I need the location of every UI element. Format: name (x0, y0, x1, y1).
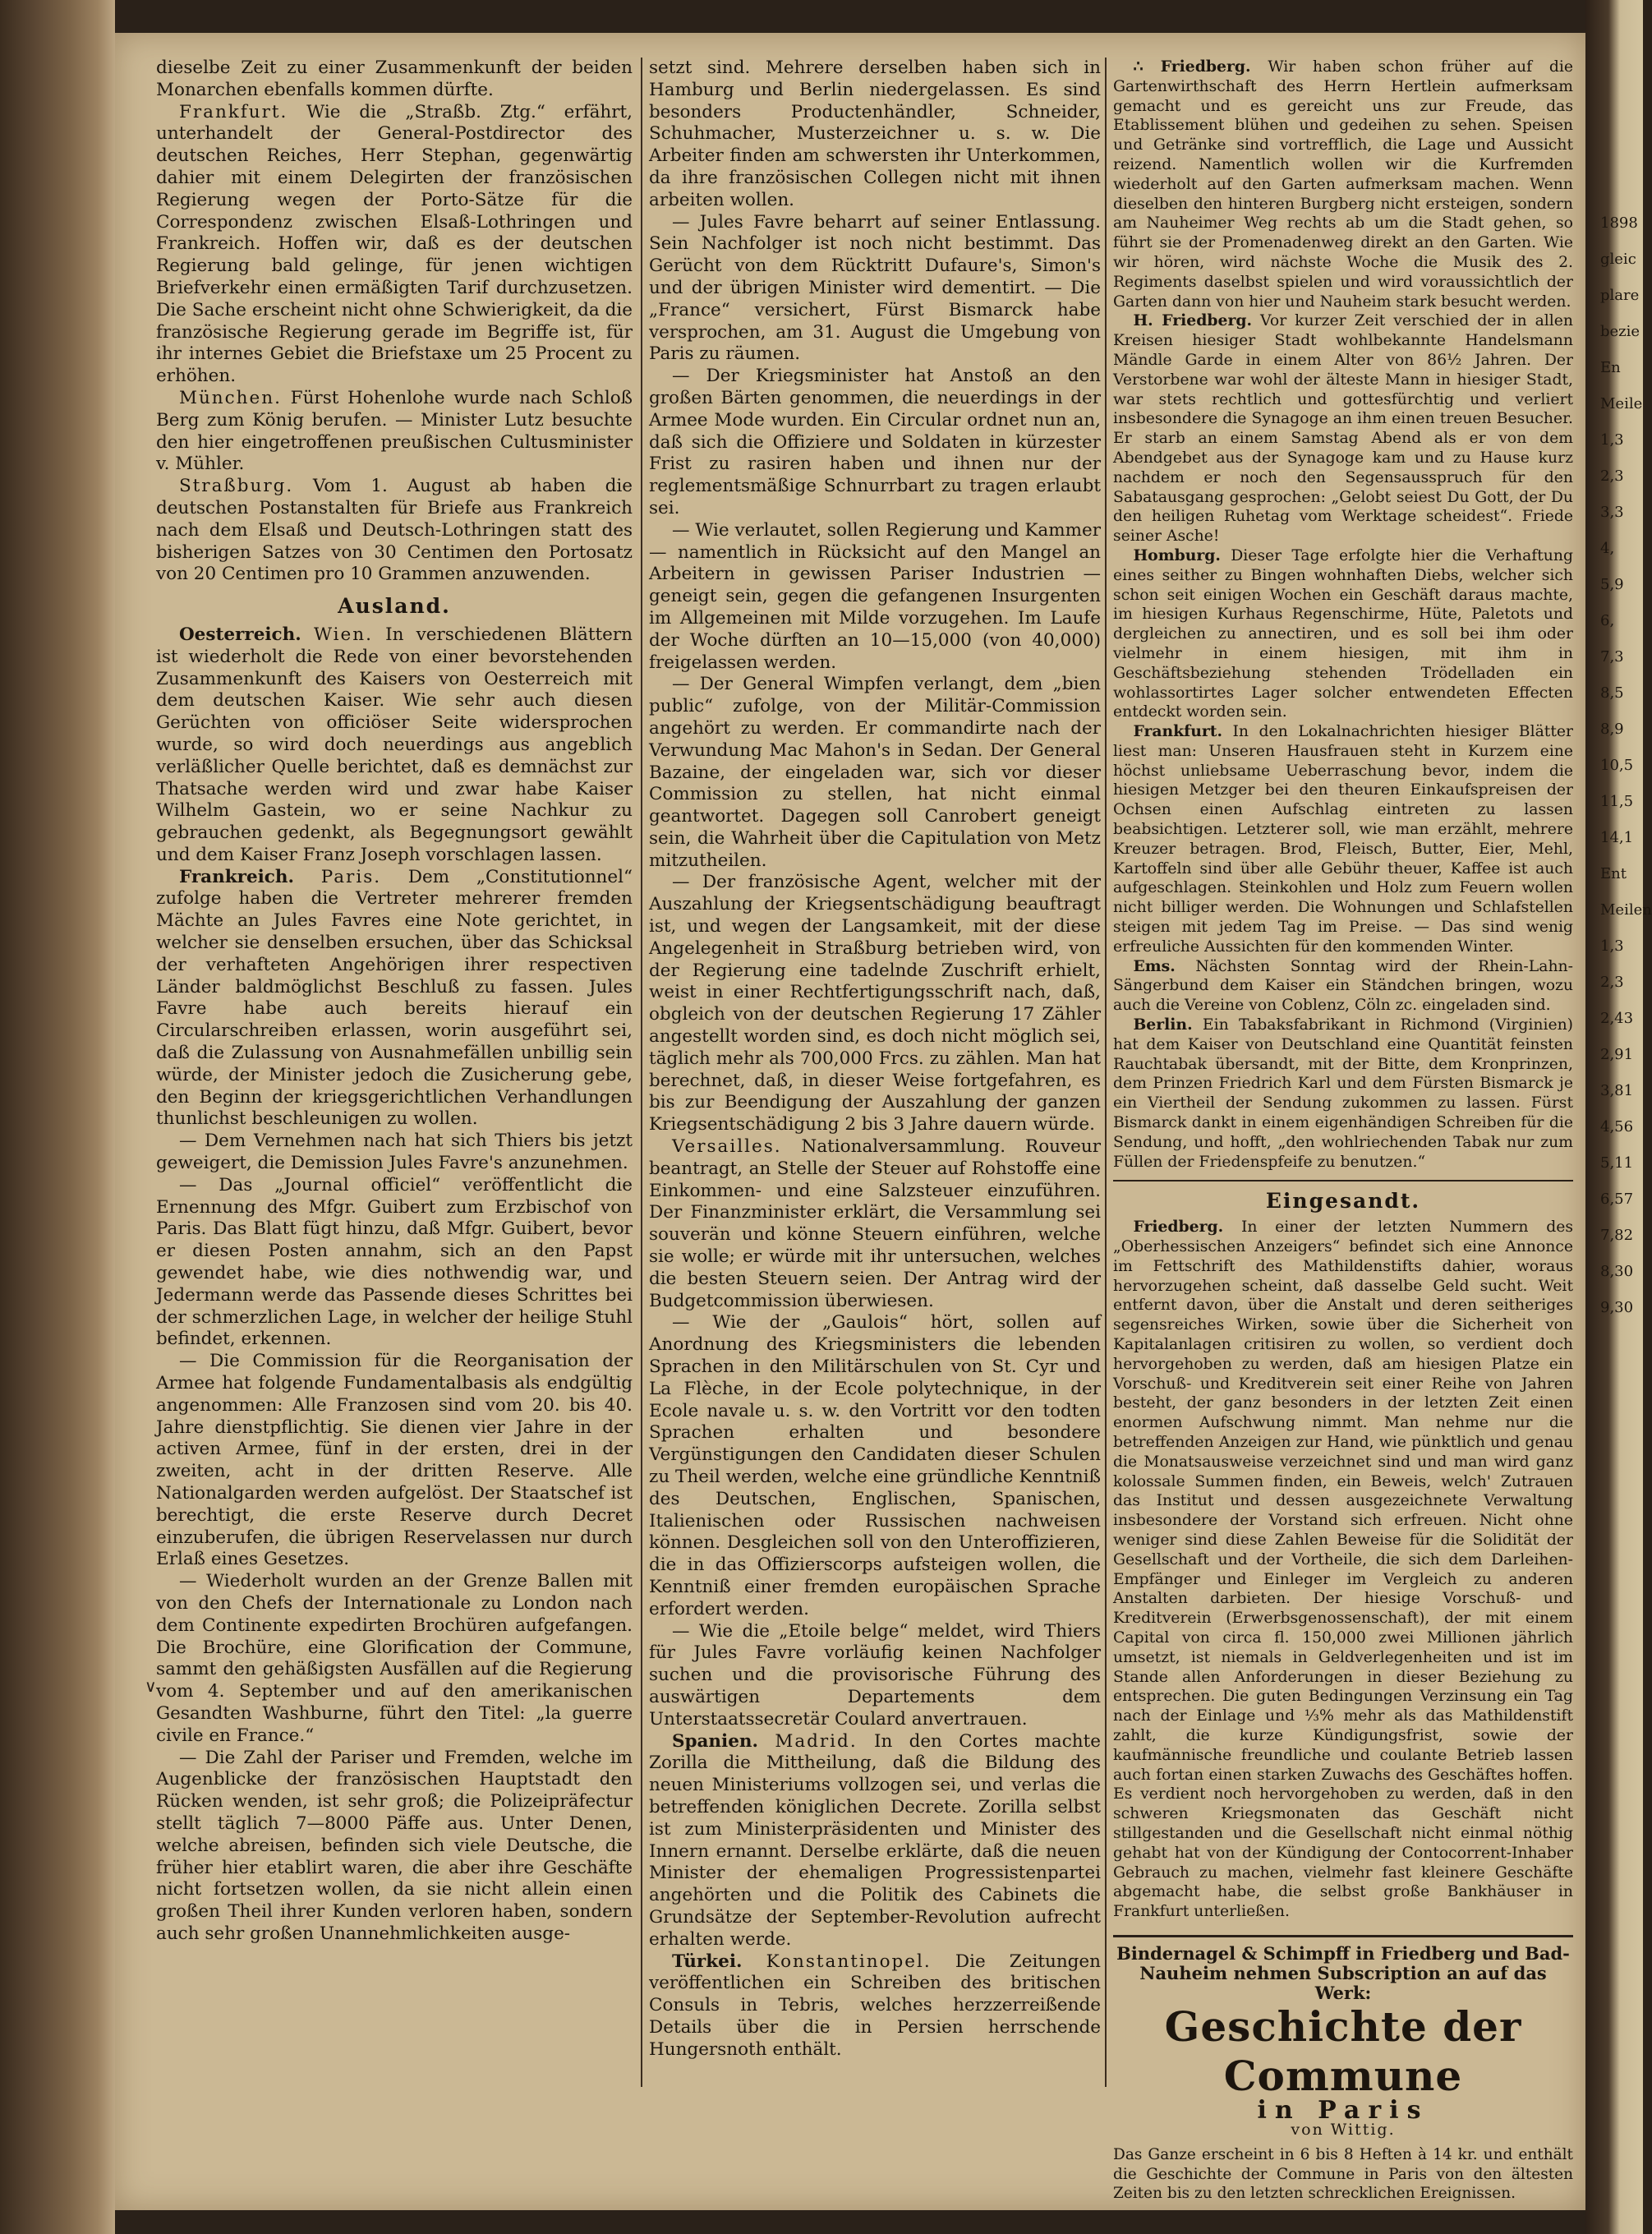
margin-fragment: 5,11 (1600, 1154, 1634, 1172)
advertisement (1113, 1935, 1573, 2204)
paragraph (156, 476, 633, 586)
paragraph (1113, 546, 1573, 722)
paragraph: — Das „Journal officiel“ veröffentlicht die Ernennung des Mfgr. Guibert zum Erzbischof von Paris. Das Blatt fügt hinzu, daß Mfgr. Guibert, bevor er diesen Posten annahm, sich an den Papst gewendet habe, wie dies nothwendig war, und Jedermann werde das Passende dieses Schrittes bei der schmerzlichen Lage, in welcher der heilige Stuhl befindet, erkennen. (156, 1174, 633, 1350)
ad-publisher-line: Bindernagel & Schimpff in Friedberg und Bad-Nauheim nehmen Subscription an auf das Werk: (1116, 1942, 1570, 2003)
margin-fragment: 8,30 (1600, 1263, 1634, 1280)
paragraph (649, 1136, 1101, 1312)
paragraph (649, 1731, 1101, 1951)
section-heading: Eingesandt. (1265, 1189, 1421, 1214)
margin-fragment: plare (1600, 287, 1640, 304)
paragraph: dieselbe Zeit zu einer Zusammenkunft der beiden Monarchen ebenfalls kommen dürfte. (156, 58, 633, 100)
margin-fragment: Ent (1600, 865, 1627, 882)
margin-fragment: 9,30 (1600, 1299, 1634, 1316)
paragraph: — Wie die „Etoile belge“ meldet, wird Thiers für Jules Favre vorläufig keinen Nachfolger suchen und die provisorische Führung des auswärtigen Departements dem Unterstaatssecretär Coulard anvertrauen. (649, 1620, 1101, 1730)
dateline: Madrid. (775, 1730, 858, 1752)
margin-fragment: 3,3 (1600, 504, 1624, 521)
paragraph (1113, 1218, 1573, 1922)
paragraph-text: Wir haben schon früher auf die Gartenwirthschaft des Herrn Hertlein aufmerksam gemacht und es gereicht uns zur Freude, das Etablissement blühen und gedeihen zu sehen. Speisen und Getränke sind vortrefflich, die Lage und Aussicht reizend. Namentlich wollen wir die Kurfremden wiederholt auf den Garten aufmerksam machen. Wenn dieselben den hinteren Burgberg nicht ersteigen, sondern am Nauheimer Weg rechts ab um die Stadt gehen, so führt sie der Promenadenweg direkt an den Garten. Wie wir hören, wird nächste Woche die Musik des 2. Regiments daselbst spielen und wird voraussichtlich der Garten dann von hier und Nauheim stark besucht werden. (1113, 58, 1574, 311)
margin-fragment: 4, (1600, 540, 1615, 557)
dateline: Friedberg. (1133, 1218, 1224, 1237)
paragraph: — Wie verlautet, sollen Regierung und Kammer — namentlich in Rücksicht auf den Mangel an Arbeitern in gewissen Pariser Industrien — geneigt sein, gegen die gefangenen Insurgenten im Allgemeinen mit Milde vorzugehen. Im Laufe der Woche dürften an 10—15,000 (von 40,000) freigelassen werden. (649, 519, 1101, 673)
dateline: Wien. (313, 624, 373, 645)
margin-fragment: 2,91 (1600, 1046, 1634, 1063)
dateline: München. (178, 387, 282, 408)
paragraph-text: Dieser Tage erfolgte hier die Verhaftung eines seither zu Bingen wohnhaften Diebs, welcher sich schon seit einigen Wochen ein Geschäft daraus machte, im hiesigen Kurhaus Regenschirme, Hüte, Paletots und dergleichen zu annectiren, und es soll bei ihm oder vielmehr in einem hiesigen, mit ihm in Geschäftsbeziehung stehenden Trödelladen ein wohlassortirtes Lager solcher entwendeten Effecten entdeckt worden sein. (1113, 546, 1573, 721)
paragraph (156, 388, 633, 476)
column-3 (1113, 58, 1573, 2204)
dateline: Ems. (1133, 956, 1176, 975)
paragraph (156, 624, 633, 867)
paragraph: — Wiederholt wurden an der Grenze Ballen mit von den Chefs der Internationale zu London nach dem Continente expedirten Brochüren aufgefangen. Die Brochüre, eine Glorification der Commune, sammt den gehäßigsten Ausfällen auf die Regierung vom 4. September und auf den amerikanischen Gesandten Washburne, führt den Titel: „la guerre civile en France.“ (156, 1571, 633, 1746)
paragraph-text: In einer der letzten Nummern des „Oberhessischen Anzeigers“ befindet sich eine Annonce im Fettschrift des Mathildenstifts dahier, woraus hervorzugehen scheint, daß dasselbe Geld sucht. Weit entfernt davon, über die Anstalt und deren seitheriges segensreiches Wirken, sowie über die Sicherheit von Kapitalanlagen critisiren zu wollen, so verdient doch hervorgehoben zu werden, daß am hiesigen Platze ein Vorschuß- und Kreditverein seit einer Reihe von Jahren besteht, der ganz besonders in der letzten Zeit einen enormen Aufschwung nimmt. Man nehme nur die betreffenden Anzeigen zur Hand, wie pünktlich und genau die Monatsausweise verzeichnet sind und man wird ganz kolossale Summen finden, ein Beweis, welch' Zutrauen das Institut und dessen ausgezeichnete Verwaltung insbesondere der Vorstand sich erfreuen. Nicht ohne weniger sind diese Zahlen Beweise für die Solidität der Gesellschaft und der Vortheile, die sich dem Darleihen-Empfänger und Einleger im Vergleich zu anderen Anstalten darbieten. Der hiesige Vorschuß- und Kreditverein (Erwerbsgenossenschaft), der mit einem Capital von circa fl. 150,000 zwei Millionen jährlich umsetzt, ist niemals in Geldverlegenheiten und ist im Stande allen Anforderungen in dieser Beziehung zu entsprechen. Die guten Bedingungen Verzinsung ein Tag nach der Einlage und ⅓% mehr als das Mathildenstift zahlt, die kurze Kündigungsfrist, sowie der kaufmännische freundliche und coulante Betrieb lassen auch fortan einen starken Zuwachs des Geschäftes hoffen. Es verdient noch hervorgehoben zu werden, daß in den schweren Kriegsmonaten das Geschäft nicht stillgestanden und die Gesellschaft nicht einmal nöthig gehabt hat von der Kündigung der Contocorrent-Inhaber Gebrauch zu machen, vielmehr fast kleinere Geschäfte abgemacht habe, die selbst große Bankhäuser in Frankfurt unterließen. (1113, 1218, 1573, 1921)
margin-fragment: 10,5 (1600, 757, 1634, 774)
paragraph-text: Ein Tabaksfabrikant in Richmond (Virginien) hat dem Kaiser von Deutschland eine Quantität feinsten Rauchtabak übersandt, mit der Bitte, dem Kronprinzen, dem Prinzen Friedrich Karl und dem Fürsten Bismarck je ein Viertheil der Sendung zukommen zu lassen. Fürst Bismarck dankt in einem eigenhändigen Schreiben für die Sendung, und hofft, „den wohlriechenden Tabak nur zum Füllen der Friedenspfeife zu benutzen.“ (1113, 1016, 1573, 1171)
dateline: Berlin. (1133, 1016, 1193, 1034)
paragraph-text: Nächsten Sonntag wird der Rhein-Lahn-Sängerbund dem Kaiser ein Ständchen bringen, wozu auch die Vereine von Coblenz, Cöln zc. eingeladen sind. (1113, 957, 1573, 1015)
paragraph-text: Wie die „Straßb. Ztg.“ erfährt, unterhandelt der General-Postdirector des deutschen Reiches, Herr Stephan, gegenwärtig dahier mit einem Delegirten der französischen Regierung wegen der Porto-Sätze für die Correspondenz zwischen Elsaß-Lothringen und Frankreich. Hoffen wir, daß es der deutschen Regierung bald gelinge, für jenen wichtigen Briefverkehr einen ermäßigten Tarif durchzusetzen. Die Sache erscheint nicht ohne Schwierigkeit, da die französische Regierung gerade im Begriffe ist, für ihr internes Gebiet die Briefstaxe um 25 Procent zu erhöhen. (156, 101, 633, 387)
dateline: Versailles. (671, 1136, 782, 1158)
margin-fragment: 14,1 (1600, 829, 1634, 846)
margin-fragment: 5,9 (1600, 576, 1624, 593)
dateline: Straßburg. (178, 476, 294, 497)
margin-fragment: 11,5 (1600, 793, 1634, 810)
margin-fragment: 7,3 (1600, 648, 1624, 666)
paragraph-text: In verschiedenen Blättern ist wiederholt die Rede von einer bevorstehenden Zusammenkunft des Kaisers von Oesterreich mit dem deutschen Kaiser. Wie sehr auch diesen Gerüchten von officiöser Seite widersprochen wurde, so wird doch neuerdings aus angeblich verläßlicher Quelle berichtet, daß es demnächst zur Thatsache werden wird und zwar habe Kaiser Wilhelm Gastein, wo er seine Nachkur zu gebrauchen gedenkt, als Begegnungsort gewählt und dem Kaiser Franz Joseph vorschlagen lassen. (156, 624, 633, 865)
column-1 (156, 58, 633, 1946)
paragraph: — Die Zahl der Pariser und Fremden, welche im Augenblicke der französischen Hauptstadt den Rücken wenden, ist sehr groß; die Polizeipräfectur stellt täglich 7—8000 Päffe aus. Unter Denen, welche abreisen, befinden sich viele Deutsche, die früher hier etablirt waren, die aber ihre Geschäfte nicht fortsetzen wollen, da sie nicht allein einen großen Theil ihrer Kunden verloren haben, sondern auch sehr großen Unannehmlichkeiten ausge- (156, 1747, 633, 1944)
dateline: Frankfurt. (1133, 722, 1223, 741)
country-heading: Spanien. (671, 1730, 759, 1752)
margin-fragment: 6, (1600, 612, 1615, 629)
paragraph (649, 1951, 1101, 2061)
paragraph-text: Dem „Constitutionnel“ zufolge haben die Vertreter mehrerer fremden Mächte an Jules Favres eine Note gerichtet, in welcher sie denselben ersuchen, über das Schicksal der verhafteten Angehörigen ihrer respectiven Länder baldmöglichst Beschluß zu fassen. Jules Favre habe auch bereits hierauf ein Circularschreiben erlassen, worin ausgeführt sei, daß die Zulassung von Ausnahmefällen unbillig sein würde, der Minister jedoch die Zusicherung gebe, den Beginn der kriegsgerichtlichen Verhandlungen thunlichst beschleunigen zu wollen. (156, 866, 633, 1130)
dateline: ∴ Friedberg. (1133, 58, 1251, 76)
book-binding (0, 0, 115, 2234)
paragraph (156, 867, 633, 1131)
margin-fragment: 3,81 (1600, 1082, 1634, 1099)
dateline: Homburg. (1133, 546, 1221, 564)
paragraph (1113, 311, 1573, 546)
paragraph-text: Die Zeitungen veröffentlichen ein Schreiben des britischen Consuls in Tebris, welches herzzerreißende Details über die in Persien herrschende Hungersnoth enthält. (649, 1951, 1101, 2060)
margin-fragment: 8,9 (1600, 721, 1624, 738)
paragraph (1113, 957, 1573, 1016)
paragraph: — Der französische Agent, welcher mit der Auszahlung der Kriegsentschädigung beauftragt ist, und wegen der Langsamkeit, mit der diese Angelegenheit in Straßburg betrieben wird, von der Regierung eine tadelnde Zuschrift erhielt, weist in einer Rechtfertigungsschrift nach, daß, obgleich von der deutschen Regierung 17 Zähler angestellt worden sind, es doch nicht möglich sei, täglich mehr als 700,000 Frcs. zu zählen. Man hat berechnet, daß, in dieser Weise fortgefahren, es bis zur Beendigung der Auszahlung der ganzen Kriegsentschädigung 2 bis 3 Jahre dauern würde. (649, 872, 1101, 1135)
paragraph-text: Fürst Hohenlohe wurde nach Schloß Berg zum König berufen. — Minister Lutz besuchte den hier eingetroffenen preußischen Cultusminister v. Mühler. (156, 387, 633, 475)
ad-title: Geschichte der Commune (1164, 2002, 1522, 2101)
paragraph: — Der Kriegsminister hat Anstoß an den großen Bärten genommen, die neuerdings in der Armee Mode wurden. Ein Circular ordnet nun an, daß sich die Offiziere und Soldaten in kürzester Frist zu rasiren haben und ihnen nur der reglementsmäßige Schnurrbart zu tragen erlaubt sei. (649, 366, 1101, 518)
paragraph (1113, 1016, 1573, 1172)
margin-fragment: Meilen (1600, 901, 1652, 919)
margin-mark: ∨ (145, 1676, 157, 1696)
paragraph: — Der General Wimpfen verlangt, dem „bien public“ zufolge, von der Militär-Commission angehört zu werden. Er commandirte nach der Verwundung Mac Mahon's in Sedan. Der General Bazaine, der eingeladen war, sich vor dieser Commission zu stellen, hat nicht einmal geantwortet. Dagegen soll Canrobert geneigt sein, die Wahrheit über die Capitulation von Metz mitzutheilen. (649, 674, 1101, 871)
right-margin-fragments (1600, 205, 1652, 1326)
country-heading: Türkei. (671, 1951, 743, 1972)
margin-fragment: 1,3 (1600, 937, 1624, 955)
section-heading: Ausland. (338, 594, 451, 619)
margin-fragment: 8,5 (1600, 684, 1624, 702)
paragraph-text: Vor kurzer Zeit verschied der in allen Kreisen hiesiger Stadt wohlbekannte Handelsmann Mändle Garde in einem Alter von 86½ Jahren. Der Verstorbene war wohl der älteste Mann in hiesiger Stadt, war stets rechtlich und gottesfürchtig und verliert insbesondere die Synagoge an ihm einen treuen Besucher. Er starb an einem Samstag Abend als er von dem Abendgebet aus der Synagoge kam und zu Hause kurz nachdem er noch den Segensausspruch für den Sabatausgang gesprochen: „Gelobt seiest Du Gott, der Du den heiligen Ruhetag vom Werktage scheidest“. Friede seiner Asche! (1113, 312, 1573, 546)
country-heading: Frankreich. (178, 866, 294, 887)
dateline: H. Friedberg. (1133, 311, 1253, 330)
paragraph (1113, 722, 1573, 957)
margin-fragment: 7,82 (1600, 1227, 1634, 1244)
ad-author: von Wittig. (1291, 2121, 1396, 2140)
margin-fragment: En (1600, 359, 1621, 376)
column-2 (649, 58, 1101, 2061)
margin-fragment: 2,43 (1600, 1010, 1634, 1027)
dateline: Konstantinopel. (766, 1951, 932, 1972)
paragraph-text: Vom 1. August ab haben die deutschen Postanstalten für Briefe aus Frankreich nach dem Elsaß und Deutsch-Lothringen statt des bisherigen Satzes von 30 Centimen den Portosatz von 20 Centimen pro 10 Grammen anzuwenden. (156, 476, 633, 585)
ad-description: Das Ganze erscheint in 6 bis 8 Heften à 14 kr. und enthält die Geschichte der Commune in Paris von den ältesten Zeiten bis zu den letzten schrecklichen Ereignissen. (1113, 2145, 1573, 2203)
paragraph (156, 102, 633, 388)
paragraph-text: Nationalversammlung. Rouveur beantragt, an Stelle der Steuer auf Rohstoffe eine Einkommen- und eine Salzsteuer einzuführen. Der Finanzminister erklärt, die Versammlung sei souverän und könne Steuern einführen, welche sie wolle; er würde mit ihr untersuchen, welches die besten Steuern seien. Der Antrag wird der Budgetcommission überwiesen. (649, 1136, 1101, 1311)
country-heading: Oesterreich. (178, 624, 301, 645)
margin-fragment: 2,3 (1600, 468, 1624, 485)
paragraph-text: In den Lokalnachrichten hiesiger Blätter liest man: Unseren Hausfrauen steht in Kurzem eine höchst unliebsame Ueberraschung bevor, indem die hiesigen Metzger bei den theuren Einkaufspreisen der Ochsen einen Aufschlag eintreten zu lassen beabsichtigen. Letzterer soll, wie man erzählt, mehrere Kreuzer betragen. Brod, Fleisch, Butter, Eier, Mehl, Kartoffeln sind über alle Gebühr theuer, Kaffee ist auch aufgeschlagen. Steinkohlen und Holz zum Feuern wollen nicht billiger werden. Die Wohnungen und Schlafstellen steigen mit jedem Tag im Preise. — Das sind wenig erfreuliche Aussichten für den kommenden Winter. (1113, 723, 1573, 956)
ad-subtitle: in Paris (1257, 2096, 1429, 2126)
column-rule-2 (1105, 58, 1107, 2087)
margin-fragment: 2,3 (1600, 974, 1624, 991)
paragraph: — Jules Favre beharrt auf seiner Entlassung. Sein Nachfolger ist noch nicht bestimmt. Das Gerücht von dem Rücktritt Dufaure's, Simon's und der übrigen Minister wird dementirt. — Die „France“ versichert, Fürst Bismarck habe versprochen, am 31. August die Umgebung von Paris zu räumen. (649, 211, 1101, 365)
divider (1113, 1180, 1573, 1181)
margin-fragment: 4,56 (1600, 1118, 1634, 1135)
paragraph: — Dem Vernehmen nach hat sich Thiers bis jetzt geweigert, die Demission Jules Favre's anzunehmen. (156, 1131, 633, 1174)
dateline: Frankfurt. (178, 101, 288, 122)
paragraph: setzt sind. Mehrere derselben haben sich in Hamburg und Berlin niedergelassen. Es sind besonders Productenhändler, Schneider, Schuhmacher, Musterzeichner u. s. w. Die Arbeiter finden am schwersten ihr Unterkommen, da ihre französischen Collegen nicht mit ihnen arbeiten wollen. (649, 58, 1101, 210)
paragraph (1113, 58, 1573, 311)
column-rule-1 (641, 58, 642, 2087)
margin-fragment: 6,57 (1600, 1191, 1634, 1208)
margin-fragment: 1,3 (1600, 431, 1624, 449)
margin-fragment: 1898 (1600, 214, 1638, 232)
margin-fragment: Meile (1600, 395, 1643, 412)
paragraph-text: In den Cortes machte Zorilla die Mittheilung, daß die Bildung des neuen Ministeriums vollzogen sei, und verlas die betreffenden königlichen Decrete. Zorilla selbst ist zum Ministerpräsidenten und Minister des Innern ernannt. Derselbe erklärte, daß die neuen Minister der ehemaligen Progressistenpartei angehörten und die Politik des Cabinets die Grundsätze der September-Revolution aufrecht erhalten werde. (649, 1730, 1101, 1950)
margin-fragment: gleic (1600, 251, 1636, 268)
dateline: Paris. (320, 866, 382, 887)
margin-fragment: bezie (1600, 323, 1640, 340)
paragraph: — Die Commission für die Reorganisation der Armee hat folgende Fundamentalbasis als endgültig angenommen: Alle Franzosen sind vom 20. bis 40. Jahre dienstpflichtig. Sie dienen vier Jahre in der activen Armee, fünf in der ersten, drei in der zweiten, acht in der dritten Reserve. Alle Nationalgarden werden aufgelöst. Der Staatschef ist berechtigt, die erste Reserve durch Decret einzuberufen, die übrigen Reservelassen nur durch Erlaß eines Gesetzes. (156, 1351, 633, 1570)
paragraph: — Wie der „Gaulois“ hört, sollen auf Anordnung des Kriegsministers die lebenden Sprachen in den Militärschulen von St. Cyr und La Flèche, in der Ecole polytechnique, in der Ecole navale u. s. w. den Vortritt vor den todten Sprachen erhalten und besondere Vergünstigungen den Candidaten dieser Schulen zu Theil werden, welche eine gründliche Kenntniß des Deutschen, Englischen, Spanischen, Italienischen oder Russischen nachweisen können. Desgleichen soll von den Unteroffizieren, die in das Offizierscorps aufsteigen wollen, die Kenntniß einer fremden europäischen Sprache erfordert werden. (649, 1312, 1101, 1619)
